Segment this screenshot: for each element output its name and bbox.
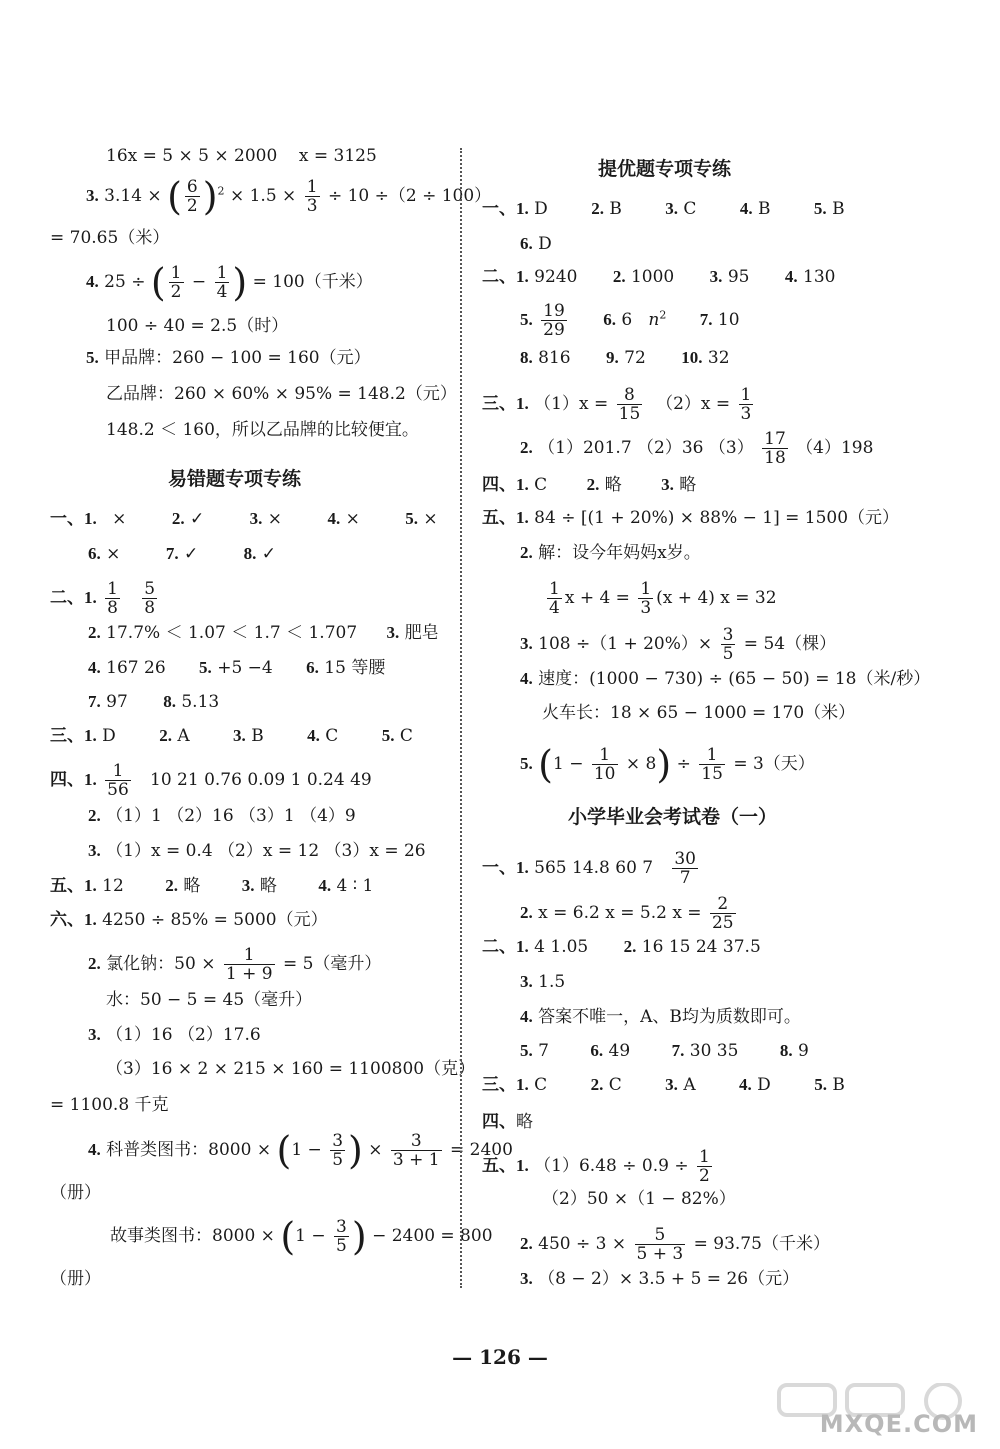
section-heading: 提优题专项专练 [598, 158, 732, 180]
fraction: $\frac{1}{3}$ [740, 385, 752, 424]
section-2-row: 4. 167 26 5. +5 −4 6. 15 等腰 [88, 658, 386, 678]
eq-line: 乙品牌：260 × 60% × 95% = 148.2（元） [106, 384, 457, 404]
section-4-row: 四、1. $\frac{1}{56}$ 10 21 0.76 0.09 1 0.24 49 [50, 761, 372, 800]
eq-line: 100 ÷ 40 = 2.5（时） [106, 316, 289, 336]
r-section-3-row: 三、1. （1）x = $\frac{8}{15}$ （2）x = $\frac{1}{3}$ [482, 385, 752, 424]
page-number: — 126 — [452, 1345, 548, 1369]
unit-line: （册） [50, 1183, 101, 1203]
fraction: $\frac{1}{4}$ [216, 263, 228, 302]
section-heading: 易错题专项专练 [168, 468, 302, 490]
fraction: $\frac{5}{8}$ [144, 579, 156, 618]
fraction: $\frac{1}{1 + 9}$ [225, 945, 273, 984]
fraction: $\frac{1}{10}$ [593, 745, 616, 784]
r-b-section-2-row: 5. 7 6. 49 7. 30 35 8. 9 [520, 1041, 809, 1061]
r-b-section-1-row: 2. x = 6.2 x = 5.2 x = $\frac{2}{25}$ [520, 894, 734, 933]
answer-5 [86, 346, 371, 370]
fraction: $\frac{5}{5 + 3}$ [636, 1225, 684, 1264]
answer-3: 3. 3.14 × ( $\frac{6}{2}$ )$^2$ × 1.5 × $\frac{1}{3}$ ÷ 10 ÷（2 ÷ 100） [86, 174, 492, 219]
eq-text: 3.14 × [104, 186, 162, 206]
fraction: $\frac{1}{3}$ [640, 579, 652, 618]
equation-line [106, 144, 377, 168]
fraction: $\frac{3}{3 + 1}$ [392, 1131, 440, 1170]
answer-4: 4. 25 ÷ ( $\frac{1}{2}$ − $\frac{1}{4}$ ) = 100（千米） [86, 260, 373, 305]
eq-text: x = 3125 [298, 146, 377, 166]
eq-line: = 1100.8 千克 [50, 1095, 169, 1115]
column-divider [460, 148, 462, 1288]
eq-line: （3）16 × 2 × 215 × 160 = 1100800（克） [106, 1059, 476, 1079]
fraction: $\frac{2}{25}$ [711, 894, 734, 933]
fraction: $\frac{1}{2}$ [698, 1147, 710, 1186]
item-number: 5. [86, 348, 99, 367]
r-section-2-row: 5. $\frac{19}{29}$ 6. 6 $n^2$ 7. 10 [520, 301, 740, 340]
eq-line: 148.2 ＜ 160，所以乙品牌的比较便宜。 [106, 420, 419, 440]
fraction: $\frac{1}{2}$ [170, 263, 182, 302]
section-6-row: 3. （1）16 （2）17.6 [88, 1025, 261, 1045]
r-section-5-row: $\frac{1}{4}$ x + 4 = $\frac{1}{3}$ (x + 4) x = 32 [549, 579, 777, 618]
result-line: = 70.65（米） [50, 228, 170, 248]
fraction: $\frac{1}{4}$ [549, 579, 560, 618]
r-section-2-row: 二、1. 9240 2. 1000 3. 95 4. 130 [482, 267, 836, 287]
eq-text: 25 ÷ [104, 272, 146, 292]
fraction: $\frac{6}{2}$ [186, 177, 198, 216]
eq-line: 水：50 − 5 = 45（毫升） [106, 990, 313, 1010]
section-6-row: 2. 氯化钠：50 × $\frac{1}{1 + 9}$ = 5（毫升） [88, 945, 382, 984]
eq-text: 甲品牌：260 − 100 = 160（元） [104, 348, 371, 368]
r-section-5-row: 五、1. 84 ÷ [(1 + 20%) × 88% − 1] = 1500（元） [482, 508, 900, 528]
section-6-row: 六、1. 4250 ÷ 85% = 5000（元） [50, 910, 328, 930]
r-b-section-2-row: 3. 1.5 [520, 972, 566, 992]
r-section-2-row: 8. 816 9. 72 10. 32 [520, 348, 730, 368]
eq-line: （2）50 ×（1 − 82%） [542, 1189, 736, 1209]
item-number: 3. [86, 186, 99, 205]
r-section-5-row: 4. 速度：(1000 − 730) ÷ (65 − 50) = 18（米/秒） [520, 669, 931, 689]
r-b-section-2-row: 二、1. 4 1.05 2. 16 15 24 37.5 [482, 937, 761, 957]
r-b-section-5-row: 2. 450 ÷ 3 × $\frac{5}{5 + 3}$ = 93.75（千米） [520, 1225, 830, 1264]
section-6-row: 4. 科普类图书：8000 × (1 − $\frac{3}{5}$ ) × $\frac{3}{3 + 1}$ = 2400 [88, 1128, 513, 1173]
r-section-4-row: 四、1. C 2. 略 3. 略 [482, 475, 697, 495]
r-b-section-2-row: 4. 答案不唯一，A、B均为质数即可。 [520, 1007, 801, 1027]
fraction: $\frac{3}{5}$ [722, 625, 734, 664]
eq-text: = 100（千米） [252, 272, 373, 292]
r-section-3-row: 2. （1）201.7 （2）36 （3） $\frac{17}{18}$ （4）198 [520, 429, 874, 468]
fraction: $\frac{1}{3}$ [306, 177, 318, 216]
section-6-row: 故事类图书：8000 × (1 − $\frac{3}{5}$ ) − 2400 = 800 [110, 1214, 493, 1259]
fraction: $\frac{3}{5}$ [332, 1131, 344, 1170]
r-section-1-row: 一、1. D 2. B 3. C 4. B 5. B [482, 199, 845, 219]
section-label: 一、1. [50, 509, 97, 528]
fraction: $\frac{1}{15}$ [701, 745, 723, 784]
fraction: $\frac{30}{7}$ [674, 849, 696, 888]
section-1-row: 6. × 7. ✓ 8. ✓ [88, 544, 277, 564]
fraction: $\frac{3}{5}$ [336, 1217, 347, 1256]
r-section-5-row: 3. 108 ÷（1 + 20%）× $\frac{3}{5}$ = 54（棵） [520, 625, 837, 664]
watermark-text: MXQE.COM [819, 1410, 978, 1438]
item-number: 4. [86, 272, 99, 291]
r-b-section-1-row: 一、1. 565 14.8 60 7 $\frac{30}{7}$ [482, 849, 696, 888]
section-heading: 小学毕业会考试卷（一） [568, 806, 778, 828]
eq-text: × 1.5 × [229, 186, 297, 206]
r-b-section-3-row: 三、1. C 2. C 3. A 4. D 5. B [482, 1075, 845, 1095]
fraction: $\frac{1}{8}$ [107, 579, 118, 618]
fraction: $\frac{17}{18}$ [764, 429, 786, 468]
section-3-row: 三、1. D 2. A 3. B 4. C 5. C [50, 726, 413, 746]
eq-text: ÷ 10 ÷（2 ÷ 100） [327, 186, 492, 206]
section-2-row: 2. 17.7% ＜ 1.07 ＜ 1.7 ＜ 1.707 3. 肥皂 [88, 623, 439, 643]
r-section-5-row: 5. (1 − $\frac{1}{10}$ × 8) ÷ $\frac{1}{15}$ = 3（天） [520, 742, 815, 787]
section-4-row: 2. （1）1 （2）16 （3）1 （4）9 [88, 806, 356, 826]
r-b-section-5-row: 五、1. （1）6.48 ÷ 0.9 ÷ $\frac{1}{2}$ [482, 1147, 710, 1186]
section-5-row: 五、1. 12 2. 略 3. 略 4. 4 ∶ 1 [50, 876, 374, 896]
eq-text: 16x = 5 × 5 × 2000 [106, 146, 278, 166]
fraction: $\frac{1}{56}$ [107, 761, 129, 800]
r-b-section-5-row: 3. （8 − 2）× 3.5 + 5 = 26（元） [520, 1269, 800, 1289]
section-2-row: 7. 97 8. 5.13 [88, 692, 220, 712]
section-1-row: 一、1. × 2. ✓ 3. × 4. × 5. × [50, 509, 438, 529]
fraction: $\frac{19}{29}$ [543, 301, 565, 340]
r-b-section-4-row: 四、略 [482, 1112, 533, 1132]
eq-line: 火车长：18 × 65 − 1000 = 170（米） [542, 703, 856, 723]
fraction: $\frac{8}{15}$ [618, 385, 641, 424]
unit-line: （册） [50, 1269, 101, 1289]
section-2-row [50, 580, 160, 617]
section-label: 二、1. [50, 588, 97, 607]
section-4-row: 3. （1）x = 0.4 （2）x = 12 （3）x = 26 [88, 841, 426, 861]
r-section-1-row: 6. D [520, 234, 552, 254]
r-section-5-row: 2. 解：设今年妈妈x岁。 [520, 543, 701, 563]
